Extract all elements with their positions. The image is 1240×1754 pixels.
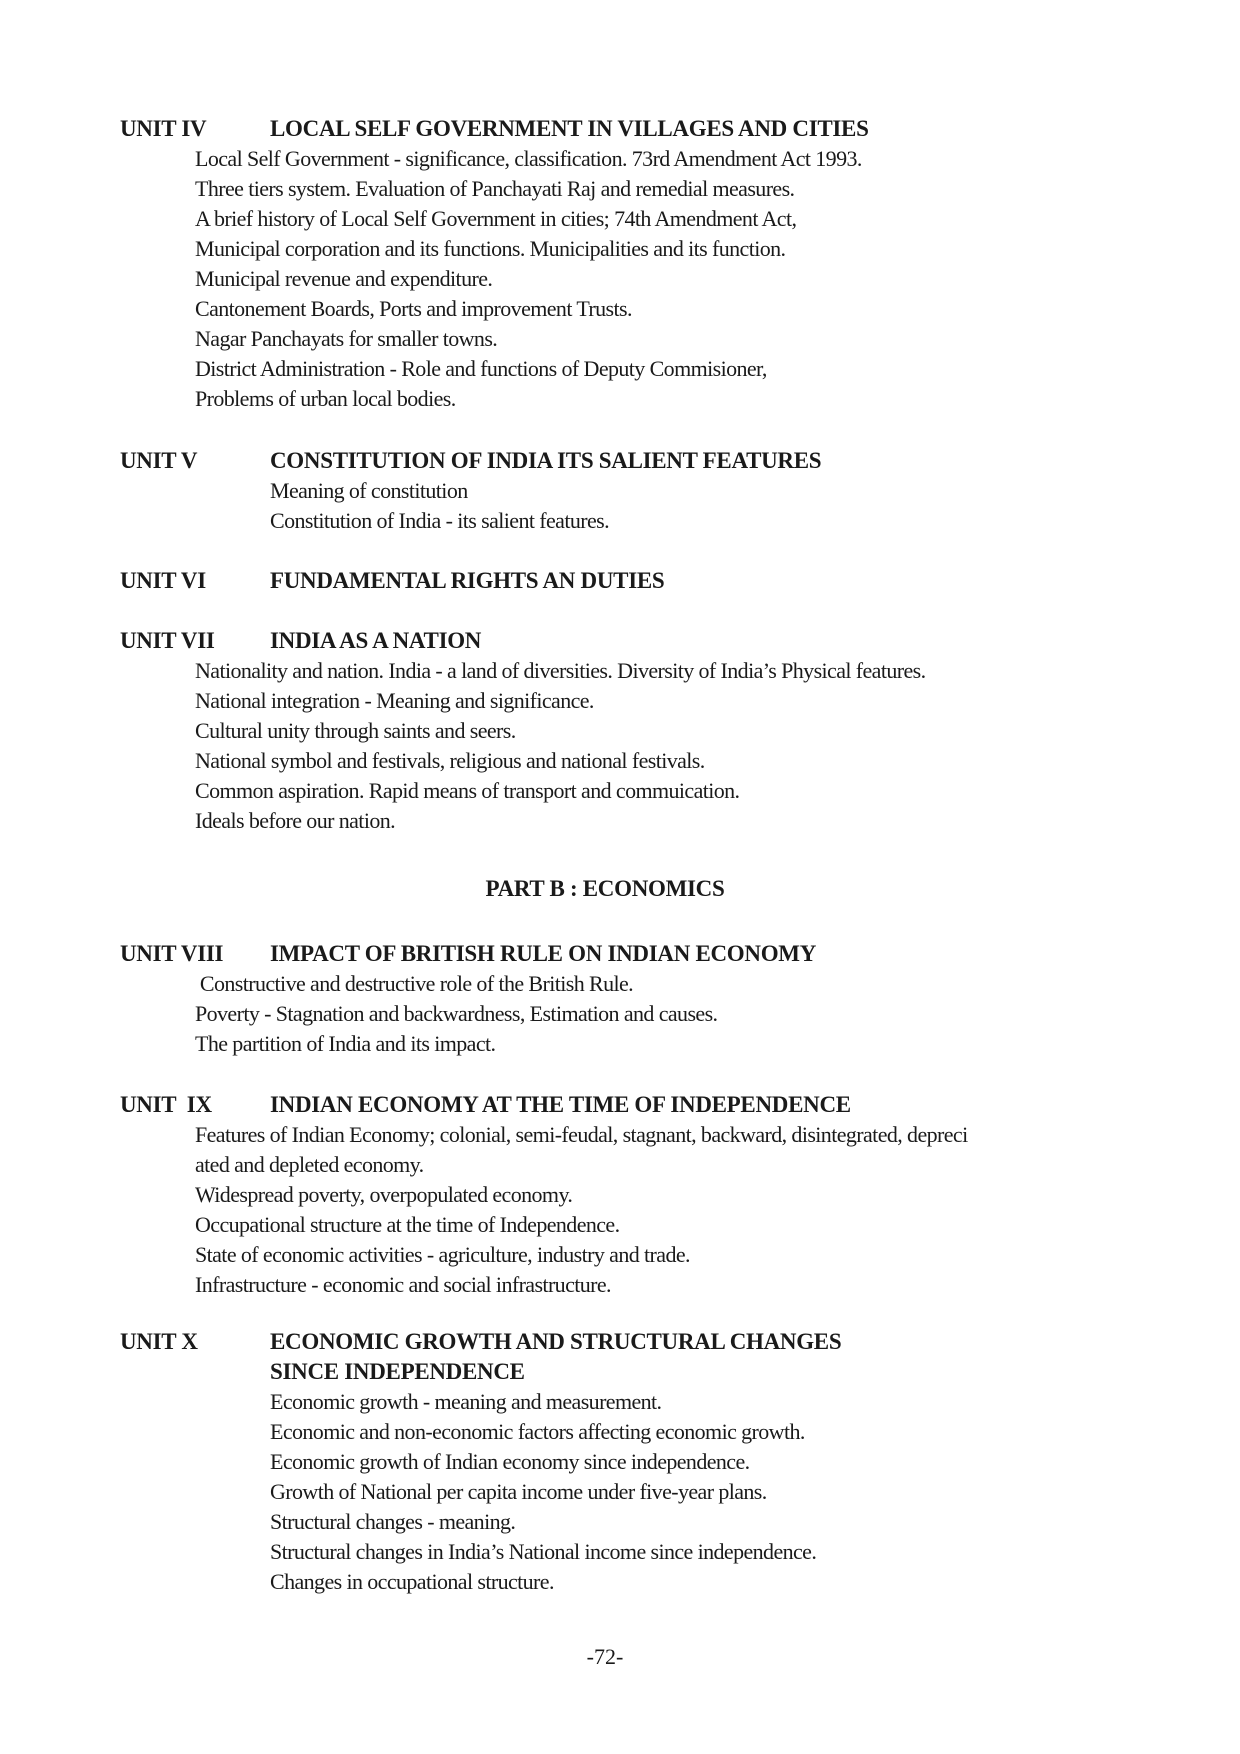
unit-vi-heading	[120, 566, 1120, 596]
page-number: -72-	[586, 1644, 624, 1669]
list-item: Meaning of constitution	[270, 478, 468, 503]
unit-label: UNIT VIII	[120, 941, 224, 966]
list-item: Municipal corporation and its functions. Municipalities and its function.	[195, 236, 786, 261]
list-item: Nationality and nation. India - a land of diversities. Diversity of India’s Physical features.	[195, 658, 926, 683]
unit-v-section	[120, 446, 1120, 536]
list-item: Infrastructure - economic and social infrastructure.	[195, 1272, 611, 1297]
unit-iv-heading	[120, 114, 1120, 144]
list-item: Occupational structure at the time of Independence.	[195, 1212, 620, 1237]
part-heading: PART B : ECONOMICS	[485, 876, 725, 901]
unit-vi-section	[120, 566, 1120, 596]
list-item: Economic growth of Indian economy since independence.	[270, 1449, 750, 1474]
unit-title: IMPACT OF BRITISH RULE ON INDIAN ECONOMY	[270, 941, 817, 966]
unit-label: UNIT V	[120, 448, 198, 473]
unit-vii-section	[120, 626, 1120, 836]
unit-label: UNIT IX	[120, 1092, 212, 1117]
list-item: District Administration - Role and functions of Deputy Commisioner,	[195, 356, 767, 381]
list-item: Poverty - Stagnation and backwardness, Estimation and causes.	[195, 1001, 718, 1026]
list-item: Ideals before our nation.	[195, 808, 396, 833]
list-item: Widespread poverty, overpopulated economy.	[195, 1182, 573, 1207]
unit-title: FUNDAMENTAL RIGHTS AN DUTIES	[270, 568, 665, 593]
list-item: Cantonement Boards, Ports and improvement Trusts.	[195, 296, 632, 321]
unit-iv-section	[120, 114, 1120, 414]
list-item: Three tiers system. Evaluation of Panchayati Raj and remedial measures.	[195, 176, 795, 201]
unit-x-heading	[120, 1327, 1120, 1357]
unit-title: ECONOMIC GROWTH AND STRUCTURAL CHANGES	[270, 1329, 842, 1354]
unit-label: UNIT VI	[120, 568, 206, 593]
list-item: National symbol and festivals, religious and national festivals.	[195, 748, 705, 773]
unit-title-continued: SINCE INDEPENDENCE	[270, 1359, 525, 1384]
list-item: Municipal revenue and expenditure.	[195, 266, 493, 291]
list-item: Economic and non-economic factors affecting economic growth.	[270, 1419, 805, 1444]
list-item: National integration - Meaning and significance.	[195, 688, 594, 713]
list-item: Changes in occupational structure.	[270, 1569, 554, 1594]
list-item: Cultural unity through saints and seers.	[195, 718, 516, 743]
unit-viii-heading	[120, 939, 1120, 969]
list-item: The partition of India and its impact.	[195, 1031, 496, 1056]
unit-x-section	[120, 1327, 1120, 1597]
list-item: Structural changes - meaning.	[270, 1509, 516, 1534]
unit-ix-heading	[120, 1090, 1120, 1120]
list-item: Features of Indian Economy; colonial, semi-feudal, stagnant, backward, disintegrated, depreci	[195, 1122, 968, 1147]
unit-title: INDIA AS A NATION	[270, 628, 482, 653]
list-item: Structural changes in India’s National income since independence.	[270, 1539, 817, 1564]
list-item: State of economic activities - agriculture, industry and trade.	[195, 1242, 690, 1267]
list-item: ated and depleted economy.	[195, 1152, 424, 1177]
unit-v-heading	[120, 446, 1120, 476]
list-item: Problems of urban local bodies.	[195, 386, 456, 411]
list-item: Growth of National per capita income under five-year plans.	[270, 1479, 767, 1504]
unit-vii-heading	[120, 626, 1120, 656]
list-item: Local Self Government - significance, classification. 73rd Amendment Act 1993.	[195, 146, 862, 171]
unit-title: INDIAN ECONOMY AT THE TIME OF INDEPENDENCE	[270, 1092, 851, 1117]
unit-label: UNIT VII	[120, 628, 215, 653]
unit-viii-section	[120, 939, 1120, 1059]
list-item: Constructive and destructive role of the British Rule.	[195, 971, 634, 996]
unit-title: CONSTITUTION OF INDIA ITS SALIENT FEATURES	[270, 448, 822, 473]
list-item: Nagar Panchayats for smaller towns.	[195, 326, 498, 351]
list-item: Common aspiration. Rapid means of transport and commuication.	[195, 778, 740, 803]
list-item: Economic growth - meaning and measurement.	[270, 1389, 662, 1414]
unit-ix-section	[120, 1090, 1120, 1300]
unit-label: UNIT X	[120, 1329, 198, 1354]
unit-title: LOCAL SELF GOVERNMENT IN VILLAGES AND CITIES	[270, 116, 869, 141]
list-item: Constitution of India - its salient features.	[270, 508, 609, 533]
list-item: A brief history of Local Self Government in cities; 74th Amendment Act,	[195, 206, 797, 231]
unit-label: UNIT IV	[120, 116, 207, 141]
